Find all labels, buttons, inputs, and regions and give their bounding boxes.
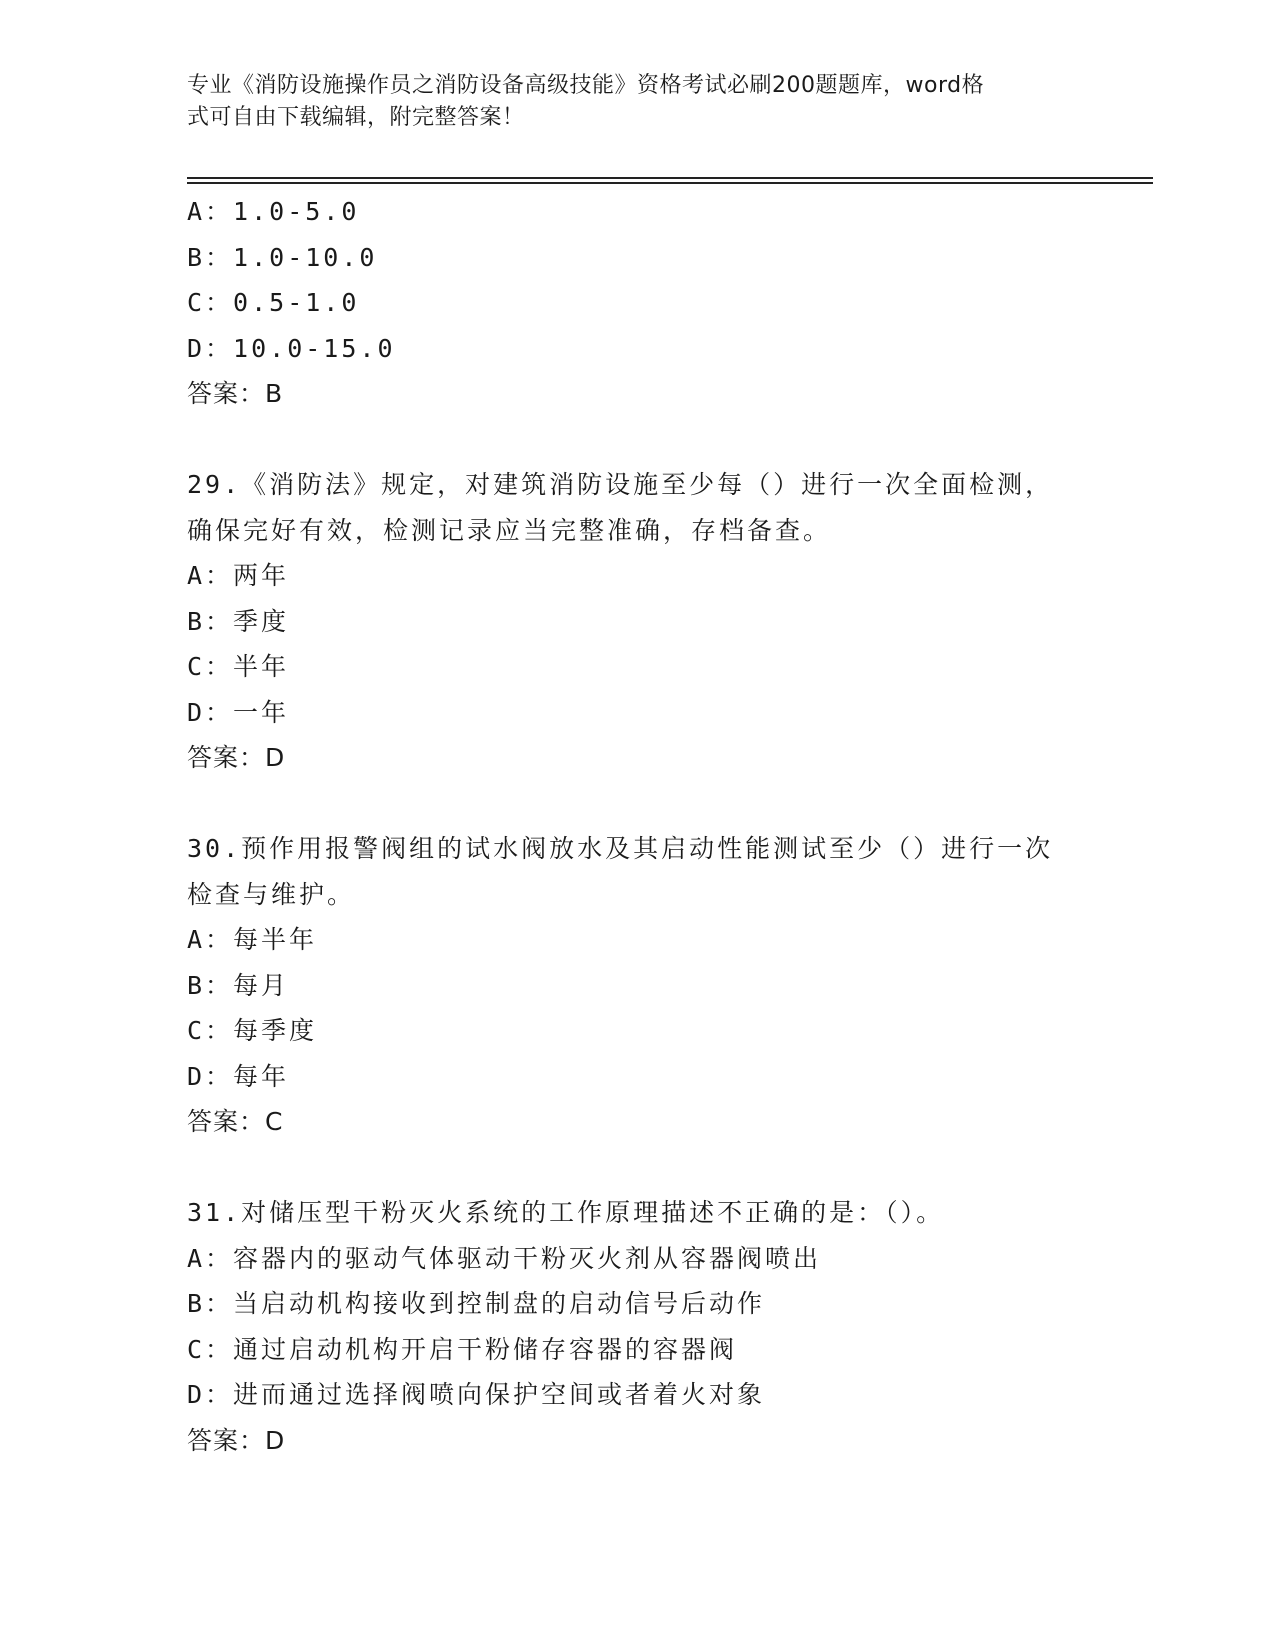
- question-text-line-1: 30.预作用报警阀组的试水阀放水及其启动性能测试至少（）进行一次: [187, 834, 1054, 863]
- option-d: D：进而通过选择阀喷向保护空间或者着火对象: [187, 1380, 766, 1409]
- header-line-1: 专业《消防设施操作员之消防设备高级技能》资格考试必刷200题题库，word格: [187, 73, 985, 98]
- question-text-line-2: 检查与维护。: [187, 879, 356, 909]
- option-a: A：容器内的驱动气体驱动干粉灭火剂从容器阀喷出: [187, 1243, 822, 1273]
- question-text-line-1: 31.对储压型干粉灭火系统的工作原理描述不正确的是：（）。: [187, 1198, 945, 1227]
- option-a: A：1.0-5.0: [187, 197, 360, 226]
- answer: 答案：C: [187, 1107, 284, 1136]
- question-29: [187, 462, 1087, 781]
- option-b: B：当启动机构接收到控制盘的启动信号后动作: [187, 1289, 766, 1318]
- question-text-line-1: 29.《消防法》规定，对建筑消防设施至少每（）进行一次全面检测，: [187, 470, 1054, 499]
- option-b: B：每月: [187, 970, 290, 1000]
- question-30: [187, 826, 1087, 1145]
- document-header: [187, 70, 1067, 134]
- spacer: [187, 1145, 1087, 1191]
- question-28: [187, 189, 1087, 417]
- question-31: [187, 1190, 1087, 1463]
- option-a: A：两年: [187, 561, 290, 590]
- spacer: [187, 417, 1087, 463]
- option-c: C：半年: [187, 652, 290, 681]
- option-d: D：10.0-15.0: [187, 333, 396, 363]
- option-c: C：0.5-1.0: [187, 288, 360, 317]
- header-line-2: 式可自由下载编辑，附完整答案！: [187, 105, 525, 130]
- option-b: B：1.0-10.0: [187, 242, 378, 272]
- option-d: D：一年: [187, 697, 290, 727]
- question-list: [187, 189, 1087, 1463]
- option-c: C：通过启动机构开启干粉储存容器的容器阀: [187, 1334, 738, 1364]
- option-b: B：季度: [187, 606, 290, 636]
- header-divider-bottom: [187, 182, 1153, 184]
- option-c: C：每季度: [187, 1016, 318, 1045]
- option-d: D：每年: [187, 1061, 290, 1091]
- option-a: A：每半年: [187, 925, 318, 954]
- answer: 答案：D: [187, 1425, 286, 1455]
- spacer: [187, 781, 1087, 827]
- header-divider-top: [187, 177, 1153, 179]
- answer: 答案：B: [187, 379, 284, 408]
- question-text-line-2: 确保完好有效，检测记录应当完整准确，存档备查。: [187, 515, 832, 545]
- answer: 答案：D: [187, 743, 286, 772]
